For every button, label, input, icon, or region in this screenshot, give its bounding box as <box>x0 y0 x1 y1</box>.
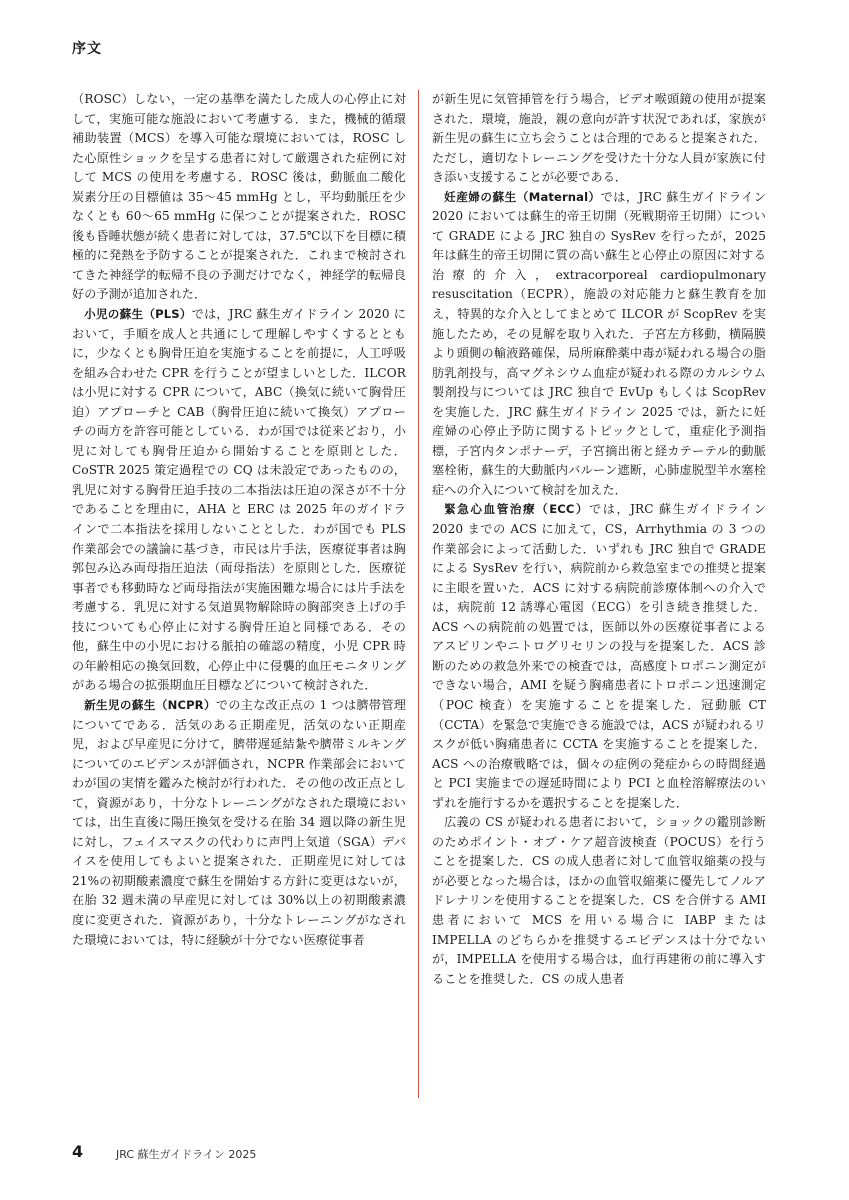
paragraph-heading: 新生児の蘇生（NCPR） <box>84 697 216 712</box>
paragraph <box>72 305 406 696</box>
paragraph-heading: 小児の蘇生（PLS） <box>84 307 192 322</box>
paragraph-heading: 妊産婦の蘇生（Maternal） <box>444 189 601 204</box>
paragraph <box>72 696 406 950</box>
paragraph-text: では，JRC 蘇生ガイドライン 2020 において，手順を成人と共通にして理解しやすくするとともに，少なくとも胸骨圧迫を実施することを前提に，人工呼吸を組み合わせた CPR を行うことが望ましいとした．ILCOR は小児に対する CPR について，ABC（換気に続いて胸骨圧迫）アプローチと CAB（胸骨圧迫に続いて換気）アプローチの両方を許容可能としている．わが国では従来どおり，小児に対しても胸骨圧迫から開始することを原則とした．CoSTR 2025 策定過程での CQ は未設定であったものの，乳児に対する胸骨圧迫手技の二本指法は圧迫の深さが不十分であることを理由に，AHA と ERC は 2025 年のガイドラインで二本指法を採用しないこととした．わが国でも PLS 作業部会での議論に基づき，市民は片手法，医療従事者は胸郭包み込み両母指圧迫法（両母指法）を原則とした．医療従事者でも移動時など両母指法が実施困難な場合には片手法を考慮する．乳児に対する気道異物解除時の胸部突き上げの手技についても心停止に対する胸骨圧迫と同様である．その他，蘇生中の小児における脈拍の確認の精度，小児 CPR 時の年齢相応の換気回数，心停止中に侵襲的血圧モニタリングがある場合の拡張期血圧目標などについて検討された． <box>72 307 406 693</box>
page-number: 4 <box>72 1142 84 1161</box>
paragraph-text: では，JRC 蘇生ガイドライン 2020 においては蘇生的帝王切開（死戦期帝王切開）について GRADE による JRC 独自の SysRev を行ったが，2025 年は蘇生的帝王切開に質の高い蘇生と心停止の原因に対する治療的介入，extracorporeal cardiopulmonary resuscitation（ECPR），施設の対応能力と蘇生教育を加え，特異的な介入としてまとめて ILCOR が ScopRev を実施したため，その見解を取り入れた．子宮左方移動，横隔膜より頭側の輸液路確保，局所麻酔薬中毒が疑われる場合の脂肪乳剤投与，高マグネシウム血症が疑われる際のカルシウム製剤投与については JRC 独自で EvUp もしくは ScopRev を実施した．JRC 蘇生ガイドライン 2025 では，新たに妊産婦の心停止予防に関するトピックとして，重症化予測指標，子宮内タンポナーデ，子宮摘出術と経カテーテル的動脈塞栓術，蘇生的大動脈内バルーン遮断，心肺虚脱型羊水塞栓症への介入について検討を加えた． <box>432 189 766 497</box>
column-divider <box>418 90 419 1098</box>
paragraph: 広義の CS が疑われる患者において，ショックの鑑別診断のためポイント・オブ・ケア超音波検査（POCUS）を行うことを提案した．CS の成人患者に対して血管収縮薬の投与が必要となった場合は，ほかの血管収縮薬に優先してノルアドレナリンを使用することを提案した．CS を合併する AMI 患者において MCS を用いる場合に IABP または IMPELLA のどちらかを推奨するエビデンスは十分でないが，IMPELLA を使用する場合は，血行再建術の前に導入することを推奨した．CS の成人患者 <box>432 815 766 986</box>
section-label: 序文 <box>72 41 102 57</box>
running-title: JRC 蘇生ガイドライン 2025 <box>116 1148 257 1161</box>
paragraph <box>432 500 766 813</box>
paragraph-text: での主な改正点の 1 つは臍帯管理についてである．活気のある正期産児，活気のない正期産児，および早産児に分けて，臍帯遅延結紮や臍帯ミルキングについてのエビデンスが評価され，NCPR 作業部会においてわが国の実情を鑑みた検討が行われた．その他の改正点として，資源があり，十分なトレーニングがなされた環境においては，出生直後に陽圧換気を受ける在胎 34 週以降の新生児に対し，フェイスマスクの代わりに声門上気道（SGA）デバイスを使用してもよいと提案された．正期産児に対しては 21%の初期酸素濃度で蘇生を開始する方針に変更はないが，在胎 32 週未満の早産児に対しては 30%以上の初期酸素濃度に変更された．資源があり，十分なトレーニングがなされた環境においては，特に経験が十分でない医療従事者 <box>72 697 406 947</box>
page-footer <box>72 1142 257 1161</box>
paragraph-heading: 緊急心血管治療（ECC） <box>444 502 590 517</box>
paragraph: （ROSC）しない，一定の基準を満たした成人の心停止に対して，実施可能な施設において考慮する．また，機械的循環補助装置（MCS）を導入可能な環境においては，ROSC した心原性ショックを呈する患者に対して厳選された症例に対して MCS の使用を考慮する．ROSC 後は，動脈血二酸化炭素分圧の目標値は 35～45 mmHg とし，平均動脈圧を少なくとも 60～65 mmHg に保つことが提案された．ROSC 後も昏睡状態が続く患者に対しては，37.5℃以下を目標に積極的に発熱を予防することが提案された．これまで検討されてきた神経学的転帰不良の予測だけでなく，神経学的転帰良好の予測が追加された． <box>72 92 406 302</box>
paragraph <box>432 188 766 501</box>
left-column <box>72 90 406 950</box>
paragraph-text: では，JRC 蘇生ガイドライン 2020 までの ACS に加えて，CS，Arrhythmia の 3 つの作業部会によって活動した．いずれも JRC 独自で GRADE による SysRev を行い，病院前から救急室までの推奨と提案に主眼を置いた．ACS に対する病院前診療体制への介入では，病院前 12 誘導心電図（ECG）を引き続き推奨した．ACS への病院前の処置では，医師以外の医療従事者によるアスピリンやニトログリセリンの投与を提案した．ACS 診断のための救急外来での検査では，高感度トロポニン測定ができない場合，AMI を疑う胸痛患者にトロポニン迅速測定（POC 検査）を実施することを提案した．冠動脈 CT（CCTA）を緊急で実施できる施設では，ACS が疑われるリスクが低い胸痛患者に CCTA を実施することを提案した．ACS への治療戦略では，個々の症例の発症からの時間経過と PCI 実施までの遅延時間により PCI と血栓溶解療法のいずれを施行するかを選択することを提案した． <box>432 502 767 810</box>
right-column <box>432 90 766 989</box>
paragraph: が新生児に気管挿管を行う場合，ビデオ喉頭鏡の使用が提案された．環境，施設，親の意向が許す状況であれば，家族が新生児の蘇生に立ち会うことは合理的であると提案された．ただし，適切なトレーニングを受けた十分な人員が家族に付き添い支援することが必要である． <box>432 92 766 185</box>
